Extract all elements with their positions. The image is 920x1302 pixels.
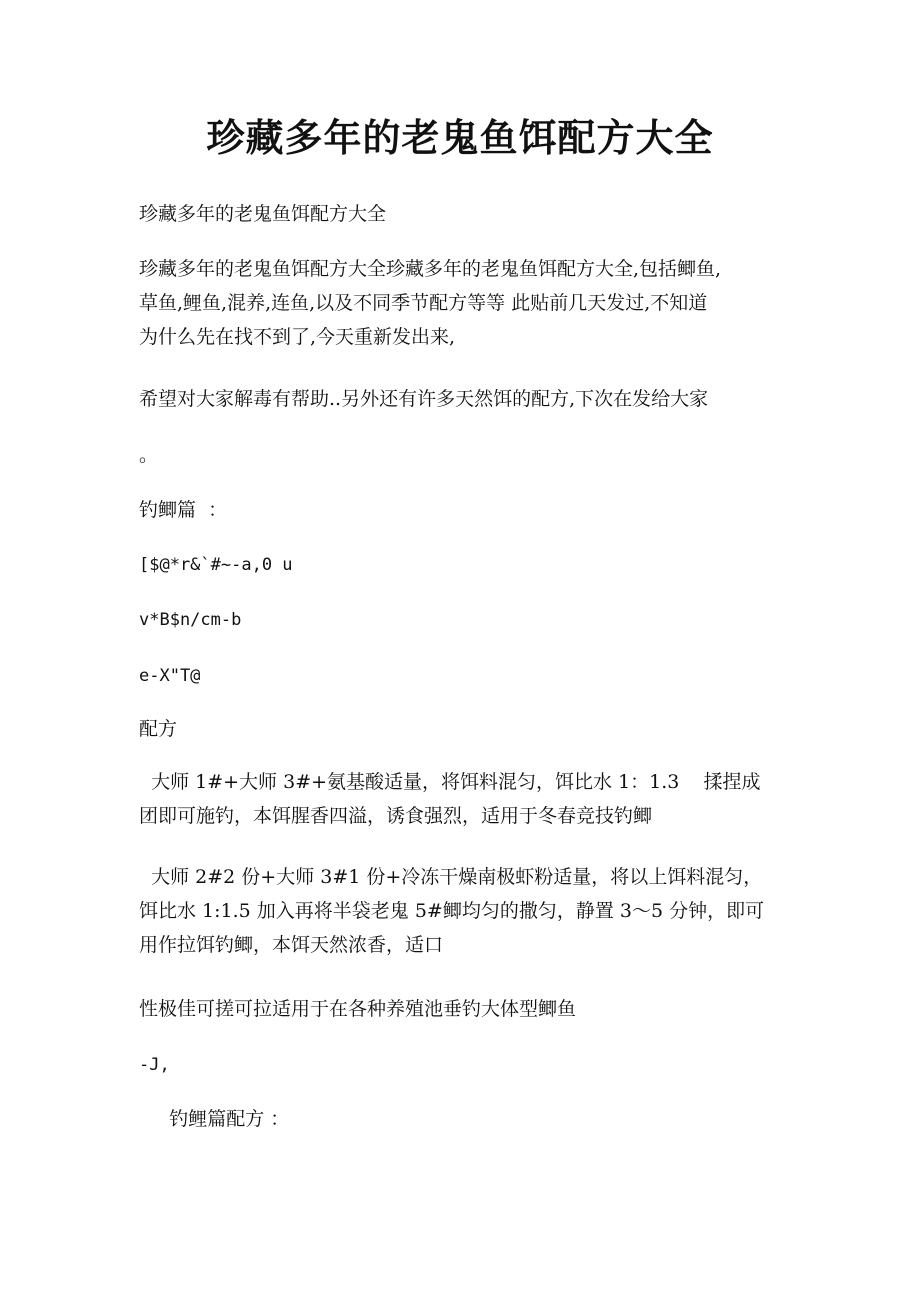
recipe-paragraph-3: 性极佳可搓可拉适用于在各种养殖池垂钓大体型鲫鱼 [139, 998, 577, 1020]
period-paragraph: 。 [139, 444, 159, 466]
garbled-line-3: e-X"T@ [139, 666, 201, 686]
hope-paragraph: 希望对大家解毒有帮助..另外还有许多天然饵的配方,下次在发给大家 [139, 388, 709, 410]
recipe-paragraph-1: 大师 1#+大师 3#+氨基酸适量，将饵料混匀，饵比水 1：1.3 揉捏成 团即可施钓，本饵腥香四溢，诱食强烈，适用于冬春竞技钓鲫 [139, 771, 761, 827]
recipe-heading: 配方 [139, 718, 178, 740]
section-heading-carp: 钓鲤篇配方 ： [139, 1108, 290, 1130]
garbled-line-1: [$@*r&`#~-a,0 u [139, 555, 293, 575]
garbled-line-4: -J, [139, 1055, 170, 1075]
intro-paragraph: 珍藏多年的老鬼鱼饵配方大全珍藏多年的老鬼鱼饵配方大全,包括鲫鱼, 草鱼,鲤鱼,混养,连鱼,以及不同季节配方等等 此贴前几天发过,不知道 为什么先在找不到了,今天重新发出来, [139, 258, 722, 348]
subtitle-paragraph: 珍藏多年的老鬼鱼饵配方大全 [139, 203, 387, 225]
document-title: 珍藏多年的老鬼鱼饵配方大全 [206, 115, 714, 160]
recipe-paragraph-2: 大师 2#2 份+大师 3#1 份+冷冻干燥南极虾粉适量，将以上饵料混匀， 饵比水 1:1.5 加入再将半袋老鬼 5#鲫均匀的撒匀，静置 3～5 分钟，即可 用作拉饵钓鲫，本饵天然浓香，适口 [139, 866, 765, 956]
section-heading-crucian: 钓鲫篇 ： [139, 499, 228, 521]
garbled-line-2: v*B$n/cm-b [139, 610, 242, 630]
